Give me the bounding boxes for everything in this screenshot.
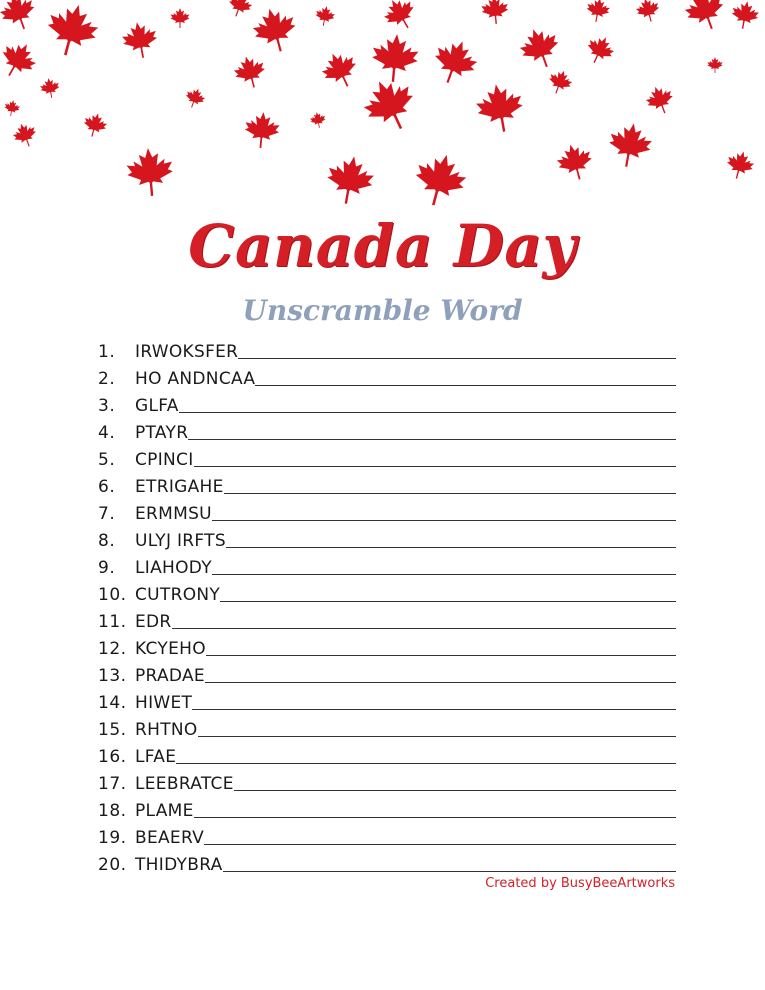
list-item [98,632,676,659]
maple-leaf-icon [39,77,61,100]
scrambled-word: HIWET [135,693,193,713]
answer-line[interactable] [176,762,676,764]
scrambled-word: CUTRONY [135,585,221,605]
scrambled-word: LIAHODY [135,558,212,578]
answer-line[interactable] [205,681,676,683]
scrambled-word: PLAME [135,801,194,821]
answer-line[interactable] [188,438,676,440]
item-number: 18. [98,801,127,821]
list-item [98,470,676,497]
maple-leaf-icon [554,140,596,184]
item-number: 2. [98,369,116,389]
list-item [98,416,676,443]
maple-leaf-icon [314,5,336,28]
answer-line[interactable] [223,870,676,872]
maple-leaf-icon [515,23,564,74]
item-number: 19. [98,828,127,848]
maple-leaf-icon [3,99,21,117]
scrambled-word: THIDYBRA [135,855,223,875]
maple-leaf-icon [409,148,470,210]
maple-leaf-icon [323,152,376,207]
scrambled-word: PRADAE [135,666,205,686]
list-item [98,713,676,740]
scrambled-word: PTAYR [135,423,189,443]
answer-line[interactable] [194,816,676,818]
item-number: 5. [98,450,116,470]
maple-leaf-icon [473,80,526,135]
list-item [98,848,676,875]
scrambled-word: ULYJ IRFTS [135,531,226,551]
maple-leaf-icon [724,148,757,182]
maple-leaf-icon [545,67,575,97]
list-item [98,605,676,632]
list-item [98,497,676,524]
item-number: 9. [98,558,116,578]
maple-leaf-icon [634,0,662,25]
item-number: 7. [98,504,116,524]
item-number: 14. [98,693,127,713]
answer-line[interactable] [220,600,676,602]
item-number: 12. [98,639,127,659]
maple-leaf-icon [309,111,327,129]
scrambled-word: GLFA [135,396,179,416]
answer-line[interactable] [172,627,676,629]
answer-line[interactable] [255,384,676,386]
answer-line[interactable] [198,735,676,737]
maple-leaf-icon [481,0,510,25]
scrambled-word: HO ANDNCAA [135,369,256,389]
item-number: 20. [98,855,127,875]
maple-leaf-icon [0,36,42,84]
maple-leaf-icon [317,46,363,93]
item-number: 17. [98,774,127,794]
item-number: 15. [98,720,127,740]
scrambled-word: ETRIGAHE [135,477,224,497]
list-item [98,362,676,389]
answer-line[interactable] [206,654,676,656]
list-item [98,659,676,686]
item-number: 8. [98,531,116,551]
answer-line[interactable] [226,546,676,548]
answer-line[interactable] [192,708,676,710]
maple-leaf-icon [680,0,729,35]
list-item [98,578,676,605]
scrambled-word: CPINCI [135,450,194,470]
maple-leaf-icon [10,120,40,150]
credit-text: Created by BusyBeeArtworks [485,876,675,891]
item-number: 3. [98,396,116,416]
list-item [98,443,676,470]
scrambled-word: LEEBRATCE [135,774,234,794]
maple-leaf-icon [729,0,760,31]
list-item [98,686,676,713]
item-number: 16. [98,747,127,767]
answer-line[interactable] [194,465,676,467]
maple-leaf-icon [0,0,40,35]
maple-leaf-icon [379,0,421,35]
answer-line[interactable] [212,519,676,521]
answer-line[interactable] [224,492,676,494]
answer-line[interactable] [212,573,676,575]
maple-leaf-icon [125,146,175,198]
maple-leaf-icon [225,0,255,20]
maple-leaf-icon [243,111,280,150]
maple-leaf-icon [370,32,420,84]
maple-leaf-icon [606,120,655,171]
item-number: 13. [98,666,127,686]
scrambled-word: EDR [135,612,172,632]
list-item [98,335,676,362]
word-list [98,335,676,875]
item-number: 6. [98,477,116,497]
item-number: 11. [98,612,127,632]
answer-line[interactable] [204,843,676,845]
maple-leaf-icon [81,110,109,139]
list-item [98,740,676,767]
maple-leaf-icon [41,0,102,62]
answer-line[interactable] [179,411,676,413]
scrambled-word: RHTNO [135,720,198,740]
maple-leaf-icon [707,57,722,73]
scrambled-word: IRWOKSFER [135,342,239,362]
maple-leaf-icon [171,8,190,28]
maple-leaf-icon [231,53,269,92]
list-item [98,389,676,416]
maple-leaf-icon [643,82,678,117]
answer-line[interactable] [238,357,676,359]
worksheet-title: Canada Day [188,212,577,280]
maple-leaf-icon [120,19,160,60]
maple-leaf-icon [357,71,424,139]
list-item [98,794,676,821]
item-number: 4. [98,423,116,443]
scrambled-word: KCYEHO [135,639,206,659]
worksheet-subtitle: Unscramble Word [242,294,523,327]
scrambled-word: ERMMSU [135,504,212,524]
maple-leaf-icon [582,32,618,69]
list-item [98,551,676,578]
list-item [98,821,676,848]
list-item [98,524,676,551]
maple-leaf-icon [585,0,612,24]
maple-leaf-icon [183,85,208,110]
maple-leaf-decoration [0,0,765,210]
scrambled-word: BEAERV [135,828,205,848]
item-number: 1. [98,342,116,362]
item-number: 10. [98,585,127,605]
answer-line[interactable] [234,789,676,791]
maple-leaf-icon [428,34,482,90]
list-item [98,767,676,794]
maple-leaf-icon [249,3,301,56]
scrambled-word: LFAE [135,747,177,767]
